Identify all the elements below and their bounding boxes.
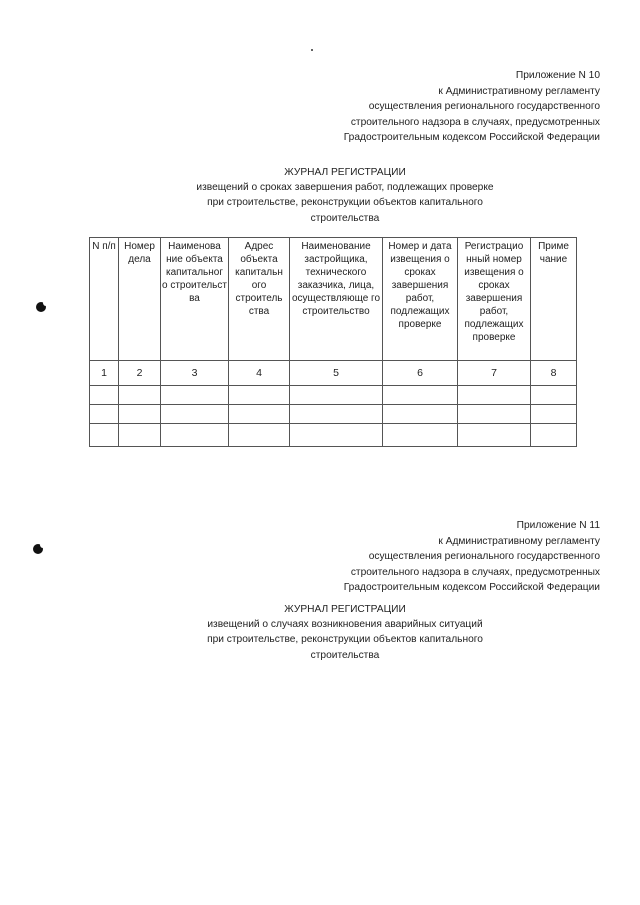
column-number-row (90, 361, 577, 386)
table-cell (458, 405, 531, 424)
column-number: 5 (290, 361, 383, 386)
table-cell (161, 386, 229, 405)
column-header: N п/п (90, 238, 119, 361)
journal-title (150, 165, 540, 226)
table-cell (229, 424, 290, 447)
appendix-11-header (344, 518, 600, 596)
column-header: Номер дела (119, 238, 161, 361)
table-cell (290, 405, 383, 424)
journal-heading: ЖУРНАЛ РЕГИСТРАЦИИ (284, 167, 406, 178)
column-number: 1 (90, 361, 119, 386)
column-header: Регистрацио нный номер извещения о сроках завершения работ, подлежащих проверке (458, 238, 531, 361)
header-line: Градостроительным кодексом Российской Федерации (343, 132, 600, 143)
appendix-10-header (344, 68, 600, 146)
header-line: осуществления регионального государственного (368, 101, 600, 112)
header-line: к Административному регламенту (438, 85, 600, 97)
binder-hole-mark (33, 544, 43, 554)
table-cell (229, 386, 290, 405)
header-line: к Административному регламенту (438, 535, 600, 547)
table-header-row (90, 238, 577, 361)
table-cell (90, 405, 119, 424)
column-number: 6 (383, 361, 458, 386)
appendix-number: Приложение N 11 (516, 520, 600, 531)
table-cell (531, 424, 577, 447)
column-number: 8 (531, 361, 577, 386)
header-line: Градостроительным кодексом Российской Федерации (343, 582, 600, 593)
column-header: Наименование застройщика, технического заказчика, лица, осуществляюще го строительство (290, 238, 383, 361)
table-cell (458, 424, 531, 447)
journal-subtitle-line: извещений о случаях возникновения аварийных ситуаций (207, 619, 483, 631)
column-header: Наименова ние объекта капитальног о строительст ва (161, 238, 229, 361)
registration-table (89, 237, 577, 447)
table-cell (290, 386, 383, 405)
table-cell (161, 405, 229, 424)
journal-subtitle-line: при строительстве, реконструкции объектов капитального (207, 197, 483, 209)
column-number: 7 (458, 361, 531, 386)
journal-subtitle-line: строительства (310, 212, 380, 224)
column-header: Приме чание (531, 238, 577, 361)
journal-title (150, 602, 540, 663)
table-cell (531, 405, 577, 424)
table-cell (531, 386, 577, 405)
journal-heading: ЖУРНАЛ РЕГИСТРАЦИИ (284, 604, 406, 615)
table-cell (90, 424, 119, 447)
table-cell (161, 424, 229, 447)
column-number: 4 (229, 361, 290, 386)
table-cell (290, 424, 383, 447)
column-header: Номер и дата извещения о сроках завершения работ, подлежащих проверке (383, 238, 458, 361)
table-cell (119, 405, 161, 424)
journal-subtitle-line: при строительстве, реконструкции объектов капитального (207, 634, 483, 646)
header-line: осуществления регионального государственного (368, 551, 600, 562)
table-cell (458, 386, 531, 405)
table-row (90, 386, 577, 405)
column-header: Адрес объекта капитальн ого строитель ства (229, 238, 290, 361)
journal-subtitle-line: извещений о сроках завершения работ, подлежащих проверке (196, 182, 494, 194)
column-number: 3 (161, 361, 229, 386)
scan-speck (311, 49, 313, 51)
table-cell (119, 424, 161, 447)
table-cell (119, 386, 161, 405)
journal-subtitle-line: строительства (310, 649, 380, 661)
appendix-number: Приложение N 10 (515, 70, 600, 81)
header-line: строительного надзора в случаях, предусмотренных (350, 116, 600, 128)
table-cell (383, 386, 458, 405)
table-cell (90, 386, 119, 405)
table-cell (229, 405, 290, 424)
binder-hole-mark (36, 302, 46, 312)
column-number: 2 (119, 361, 161, 386)
table-row (90, 424, 577, 447)
table-cell (383, 424, 458, 447)
table-cell (383, 405, 458, 424)
header-line: строительного надзора в случаях, предусмотренных (350, 566, 600, 578)
table-row (90, 405, 577, 424)
